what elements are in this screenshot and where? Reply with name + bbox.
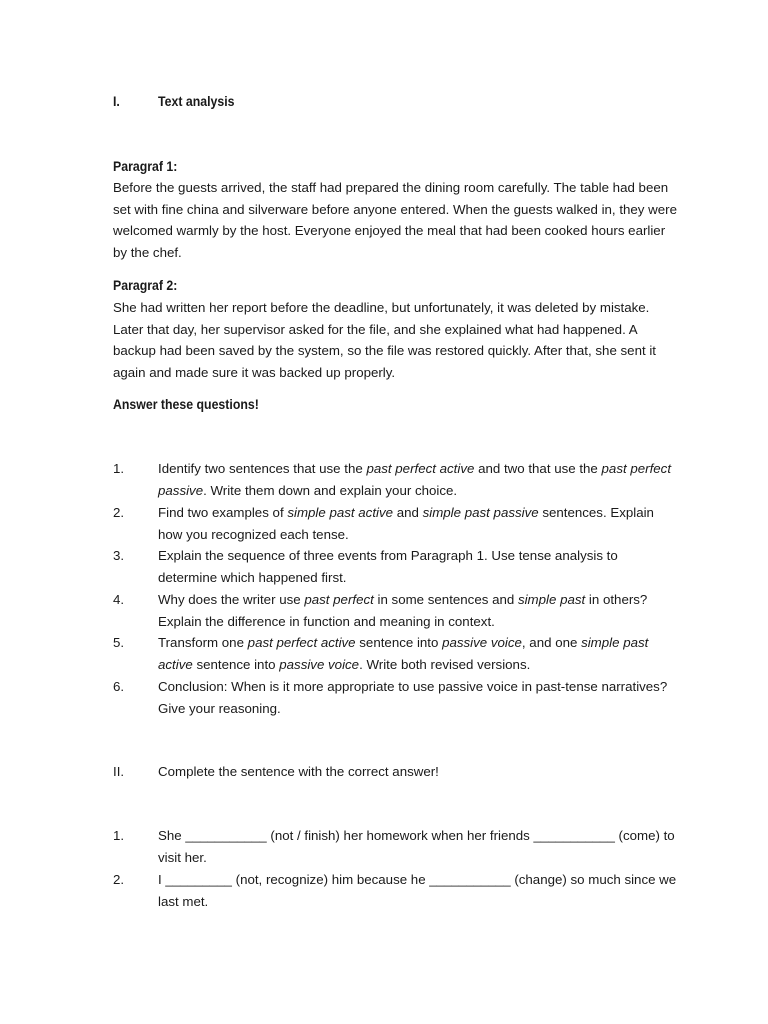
- question-text: [158, 676, 678, 719]
- section-1-title: Text analysis: [158, 93, 235, 109]
- question-text-part: , and one: [521, 635, 582, 650]
- question-text: [158, 458, 678, 501]
- question-text-part: in some sentences and: [373, 592, 518, 607]
- question-text-part: sentence into: [355, 635, 443, 650]
- exercise-text: She ___________ (not / finish) her homework when her friends ___________ (come) to visit her.: [158, 828, 675, 865]
- paragraph-2-title: Paragraf 2:: [113, 277, 178, 293]
- question-text-part: and: [393, 505, 423, 520]
- section-2-numeral: II.: [113, 764, 125, 779]
- question-text-part: Identify two sentences that use the: [158, 461, 367, 476]
- question-emphasis: past perfect active: [247, 635, 356, 650]
- question-emphasis: passive voice: [442, 635, 522, 650]
- paragraph-1-text: Before the guests arrived, the staff had prepared the dining room carefully. The table had been set with fine china and silverware before anyone entered. When the guests walked in, they were welcomed warmly by the host. Everyone enjoyed the meal that had been cooked hours earlier by the chef.: [113, 180, 677, 261]
- exercise-number: 2.: [113, 872, 125, 887]
- question-text-part: Find two examples of: [158, 505, 288, 520]
- question-text-part: in others? Explain the difference in function and meaning in context.: [158, 592, 648, 629]
- section-1-numeral: I.: [113, 93, 120, 109]
- paragraph-1-label: [113, 156, 678, 178]
- question-emphasis: past perfect: [304, 592, 374, 607]
- question-number: 6.: [113, 679, 125, 694]
- questions-heading-text: Answer these questions!: [113, 396, 259, 412]
- question-text-part: sentence into: [192, 656, 280, 672]
- questions-heading: [113, 394, 678, 416]
- paragraph-2-label: [113, 275, 678, 297]
- question-number: 1.: [113, 461, 125, 476]
- section-2-title: Complete the sentence with the correct answer!: [158, 764, 439, 779]
- question-text-part: Why does the writer use: [158, 592, 305, 607]
- question-text-part: sentences. Explain how you recognized each tense.: [158, 505, 654, 542]
- question-text-part: Transform one: [158, 635, 248, 650]
- paragraph-1-title: Paragraf 1:: [113, 158, 178, 174]
- question-emphasis: simple past active: [158, 635, 649, 672]
- question-emphasis: simple past passive: [422, 505, 539, 520]
- section-1-heading: [113, 91, 678, 113]
- paragraph-2-text: She had written her report before the deadline, but unfortunately, it was deleted by mistake. Later that day, her supervisor asked for the file, and she explained what had happened. A backup had been saved by the system, so the file was restored quickly. After that, she sent it again and made sure it was backed up properly.: [113, 300, 657, 381]
- question-number: 2.: [113, 505, 125, 520]
- question-text-part: Conclusion: When is it more appropriate to use passive voice in past-tense narratives? Give your reasoning.: [158, 679, 668, 716]
- question-text-part: Explain the sequence of three events from Paragraph 1. Use tense analysis to determine which happened first.: [158, 548, 618, 585]
- question-number: 4.: [113, 592, 125, 607]
- question-text: [158, 589, 678, 632]
- question-text-part: . Write them down and explain your choice.: [203, 482, 458, 498]
- question-text: [158, 632, 678, 675]
- question-emphasis: simple past: [517, 592, 586, 607]
- question-text: [158, 502, 678, 545]
- question-emphasis: past perfect active: [366, 461, 475, 476]
- question-text: [158, 545, 678, 588]
- exercise-number: 1.: [113, 828, 125, 843]
- question-text-part: . Write both revised versions.: [359, 656, 531, 672]
- question-number: 3.: [113, 548, 125, 563]
- exercise-text: I _________ (not, recognize) him because he ___________ (change) so much since we last met.: [158, 872, 677, 909]
- question-text-part: and two that use the: [474, 461, 602, 476]
- question-emphasis: past perfect passive: [158, 461, 672, 498]
- question-emphasis: simple past active: [287, 505, 394, 520]
- question-number: 5.: [113, 635, 125, 650]
- question-emphasis: passive voice: [279, 656, 360, 672]
